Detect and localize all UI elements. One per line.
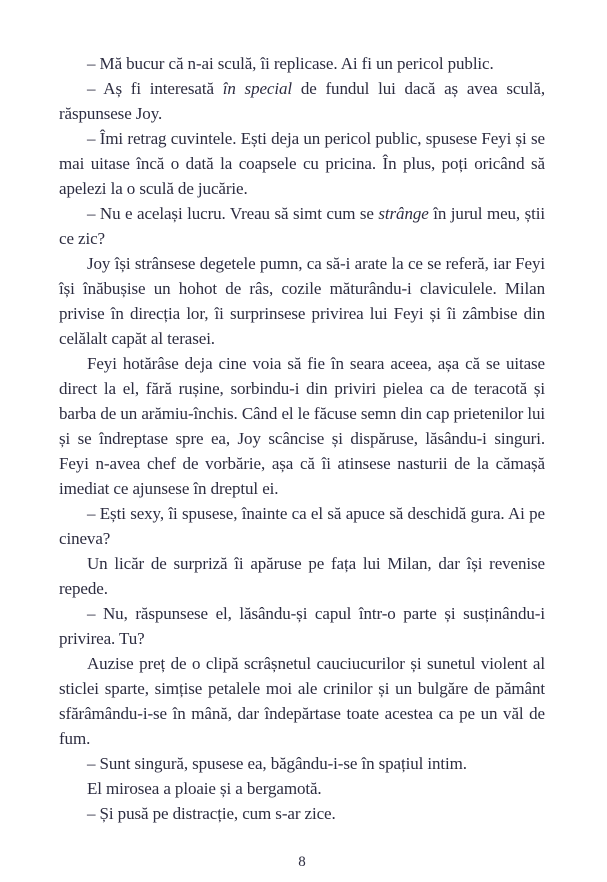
text-segment: Un licăr de surpriză îi apăruse pe fața lui Milan, dar își revenise repede. bbox=[59, 554, 545, 598]
paragraph bbox=[59, 651, 545, 751]
text-segment: El mirosea a ploaie și a bergamotă. bbox=[87, 779, 322, 798]
text-segment: – Nu e același lucru. Vreau să simt cum se bbox=[87, 204, 379, 223]
paragraph bbox=[59, 801, 545, 826]
text-segment: Auzise preț de o clipă scrâșnetul cauciucurilor și sunetul violent al sticlei sparte, simțise petalele moi ale crinilor și un bulgăre de pământ sfărâmându-i-se în mână, dar îndepărtase toate acestea ca pe un văl de fum. bbox=[59, 654, 545, 748]
text-segment: Feyi hotărâse deja cine voia să fie în seara aceea, așa că se uitase direct la el, fără rușine, sorbindu-i din priviri pielea ca de teracotă și barba de un arămiu-închis. Când el le făcuse semn din cap prietenilor lui și se îndreptase spre ea, Joy scâncise și dispăruse, lăsându-i singuri. Feyi n-avea chef de vorbărie, așa că îi atinsese nasturii de la cămașă imediat ce ajunsese în dreptul ei. bbox=[59, 354, 545, 498]
text-segment: – Și pusă pe distracție, cum s-ar zice. bbox=[87, 804, 336, 823]
text-segment: în jurul meu, știi ce zic? bbox=[59, 204, 545, 248]
paragraph bbox=[59, 201, 545, 251]
text-segment: – Mă bucur că n-ai sculă, îi replicase. Ai fi un pericol public. bbox=[87, 54, 494, 73]
paragraph bbox=[59, 251, 545, 351]
paragraph bbox=[59, 551, 545, 601]
page-number: 8 bbox=[298, 854, 306, 870]
text-segment: – Nu, răspunsese el, lăsându-și capul într-o parte și susținându-i privirea. Tu? bbox=[59, 604, 545, 648]
text-segment: Joy își strânsese degetele pumn, ca să-i arate la ce se referă, iar Feyi își înăbușise un hohot de râs, cozile măturându-i claviculele. Milan privise în direcția lor, îi surprinsese privirea lui Feyi și îi zâmbise din celălalt capăt al terasei. bbox=[59, 254, 545, 348]
text-segment: – Sunt singură, spusese ea, băgându-i-se în spațiul intim. bbox=[87, 754, 467, 773]
italic-text: strânge bbox=[378, 204, 429, 223]
paragraph bbox=[59, 751, 545, 776]
text-segment: – Aș fi interesată bbox=[87, 79, 223, 98]
paragraph bbox=[59, 51, 545, 76]
paragraph bbox=[59, 126, 545, 201]
paragraph bbox=[59, 601, 545, 651]
paragraph bbox=[59, 501, 545, 551]
text-segment: de fundul lui dacă aș avea sculă, răspunsese Joy. bbox=[59, 79, 545, 123]
paragraph bbox=[59, 76, 545, 126]
page-text bbox=[59, 51, 545, 826]
italic-text: în special bbox=[222, 79, 293, 98]
text-segment: – Ești sexy, îi spusese, înainte ca el să apuce să deschidă gura. Ai pe cineva? bbox=[59, 504, 545, 548]
paragraph bbox=[59, 351, 545, 501]
paragraph bbox=[59, 776, 545, 801]
text-segment: – Îmi retrag cuvintele. Ești deja un pericol public, spusese Feyi și se mai uitase încă o dată la coapsele cu pricina. În plus, poți oricând să apelezi la o sculă de jucărie. bbox=[59, 129, 545, 198]
